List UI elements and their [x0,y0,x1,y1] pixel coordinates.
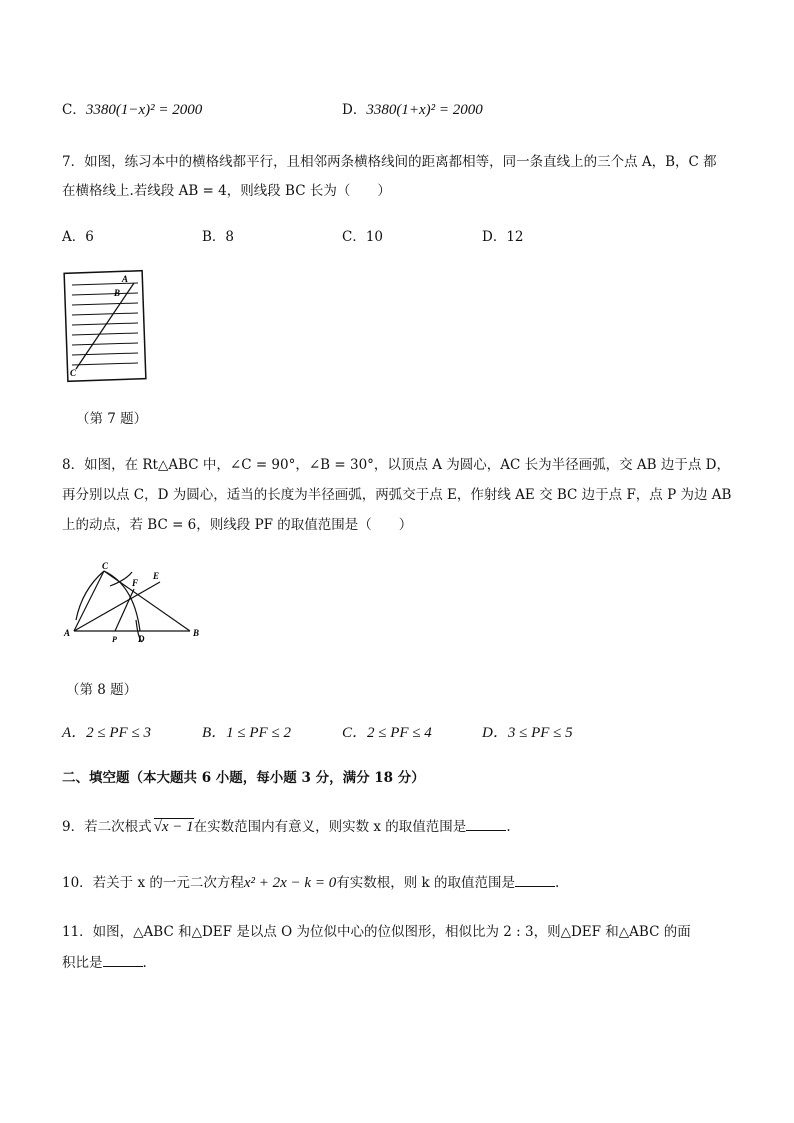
q8-stem-line1: 8．如图，在 Rt△ABC 中，∠C = 90°，∠B = 30°，以顶点 A 为圆心，AC 长为半径画弧，交 AB 边于点 D， [62,457,730,473]
ruled-lines [72,283,138,365]
q8-figure [60,560,210,645]
q7-stem-line1: 7．如图，练习本中的横格线都平行，且相邻两条横格线间的距离都相等，同一条直线上的三个点 A，B，C 都 [62,154,717,170]
q11-stem-line2: 积比是 . [62,955,147,971]
q8-option-c: C．2 ≤ PF ≤ 4 [342,725,432,741]
q8-point-b: B [193,628,200,638]
q9-stem: 9．若二次根式 √x − 1在实数范围内有意义，则实数 x 的取值范围是 . [62,819,511,835]
q8-option-d: D．3 ≤ PF ≤ 5 [482,725,573,741]
q7-option-c: C．10 [342,229,384,245]
q9-answer-blank[interactable] [466,818,506,831]
q11-answer-blank[interactable] [103,954,143,967]
q8-point-a: A [64,628,71,638]
q8-point-e: E [153,571,160,581]
q6-option-c: C．3380(1−x)² = 2000 [62,102,203,118]
q11-stem-line1: 11．如图，△ABC 和△DEF 是以点 O 为位似中心的位似图形，相似比为 2 : 3，则△DEF 和△ABC 的面 [62,924,691,940]
q6-option-d: D．3380(1+x)² = 2000 [342,102,483,118]
q7-figure [60,268,160,386]
q7-stem-line2: 在横格线上.若线段 AB = 4，则线段 BC 长为（ ） [62,183,391,199]
q7-option-b: B．8 [202,229,235,245]
q7-option-d: D．12 [482,229,524,245]
q7-option-a: A．6 [62,229,94,245]
q7-point-c: C [70,368,77,378]
q8-stem-line3: 上的动点，若 BC = 6，则线段 PF 的取值范围是（ ） [62,517,413,533]
q10-answer-blank[interactable] [515,874,555,887]
q8-stem-line2: 再分别以点 C，D 为圆心，适当的长度为半径画弧，两弧交于点 E，作射线 AE 交 BC 边于点 F，点 P 为边 AB [62,487,732,503]
q8-point-c: C [102,561,109,571]
q8-option-a: A．2 ≤ PF ≤ 3 [62,725,151,741]
q8-point-d: D [138,634,145,644]
q9-radical: √x − 1 [153,819,194,835]
q10-stem: 10．若关于 x 的一元二次方程x² + 2x − k = 0有实数根，则 k 的取值范围是 . [62,875,560,891]
q8-option-b: B．1 ≤ PF ≤ 2 [202,725,291,741]
q7-caption: （第 7 题） [76,411,148,427]
q8-caption: （第 8 题） [66,682,138,698]
q7-point-b: B [114,288,121,298]
segment-pf [115,589,134,631]
q8-point-f: F [132,578,139,588]
q8-point-p: P [112,635,117,644]
section2-title: 二、填空题（本大题共 6 小题，每小题 3 分，满分 18 分） [62,770,425,786]
segment-abc [76,283,134,369]
q7-point-a: A [122,274,129,284]
